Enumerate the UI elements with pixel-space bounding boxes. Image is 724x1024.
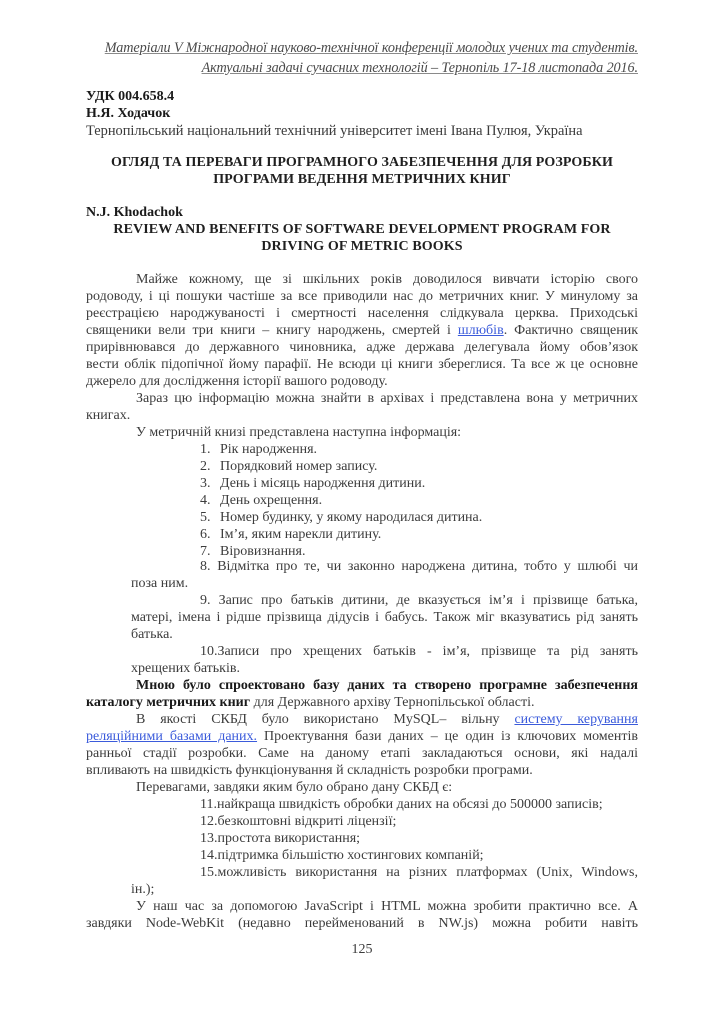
- list-text: Порядковий номер запису.: [220, 459, 378, 474]
- list-number: 3.: [200, 476, 211, 491]
- affiliation: Тернопільський національний технічний університет імені Івана Пулюя, Україна: [86, 123, 583, 139]
- list-number: 6.: [200, 527, 211, 542]
- paragraph-archives: [86, 390, 638, 424]
- list-item: [200, 509, 482, 526]
- text-fragment: для Державного архіву Тернопільської області.: [250, 695, 535, 710]
- text-line: [86, 728, 638, 745]
- list-text: Ім’я, яким нарекли дитину.: [220, 527, 382, 542]
- list-item: [200, 441, 482, 458]
- list-number: 1.: [200, 442, 211, 457]
- conference-header-line-2: Актуальні задачі сучасних технологій – Тернопіль 17-18 листопада 2016.: [201, 60, 638, 76]
- text-fragment: . Фактично священик: [503, 323, 638, 338]
- text-line: прирівнювався до державного чиновника, адже держава делегувала йому обов’язок: [86, 340, 638, 355]
- text-line: 9. Запис про батьків дитини, де вказується ім’я і прізвище батька,: [200, 593, 638, 608]
- text-line-bold: Мною було спроектовано базу даних та створено програмне забезпечення: [136, 678, 638, 693]
- paragraph-dbms: [86, 711, 638, 779]
- text-line: реєстрацією народжуваності і смертності населення слідкувала церква. Приходські: [86, 306, 638, 321]
- list-item: 12.безкоштовні відкриті ліцензії;: [200, 814, 397, 829]
- conference-header-line-1: Матеріали V Міжнародної науково-технічної конференції молодих учених та студентів.: [104, 40, 638, 56]
- text-line: 10.Записи про хрещених батьків - ім’я, прізвище та рід занять: [200, 644, 638, 659]
- list-item: [200, 475, 482, 492]
- list-item: 11.найкраща швидкість обробки даних на обсязі до 500000 записів;: [200, 797, 603, 812]
- text-line: [86, 322, 638, 339]
- text-line: У метричній книзі представлена наступна інформація:: [136, 425, 462, 440]
- list-item-10: [131, 643, 638, 677]
- paragraph-intro: [86, 271, 638, 390]
- paragraph-list-intro: [86, 424, 638, 441]
- list-item: [200, 526, 482, 543]
- list-item-15: [131, 864, 638, 898]
- text-line: [86, 694, 638, 711]
- text-line: 15.можливість використання на різних платформах (Unix, Windows,: [200, 865, 638, 880]
- text-fragment: В якості СКБД було використано MySQL– вільну: [136, 712, 515, 727]
- title-en-line-2: DRIVING OF METRIC BOOKS: [261, 239, 463, 254]
- author-ua: Н.Я. Ходачок: [86, 106, 171, 121]
- paragraph-advantages-intro: [86, 779, 638, 796]
- list-item: [200, 458, 482, 475]
- text-line: матері, імена і рідше прізвища дідусів і бабусь. Також міг вказуватись рід занять: [131, 610, 638, 625]
- text-line: поза ним.: [131, 576, 189, 591]
- page-number: 125: [351, 942, 373, 957]
- list-text: Номер будинку, у якому народилася дитина.: [220, 510, 483, 525]
- list-item: 13.простота використання;: [200, 831, 361, 846]
- text-line: батька.: [131, 627, 173, 642]
- link-rdbms[interactable]: систему керування: [514, 712, 638, 727]
- text-line: Майже кожному, ще зі шкільних років доводилося вивчати історію свого: [136, 272, 638, 287]
- text-line: впливають на швидкість функціонування й складність розробки програми.: [86, 763, 533, 778]
- list-number: 7.: [200, 544, 211, 559]
- udk-code: УДК 004.658.4: [86, 89, 175, 104]
- text-fragment-bold: каталогу метричних книг: [86, 695, 251, 710]
- title-ua-line-2: ПРОГРАМИ ВЕДЕННЯ МЕТРИЧНИХ КНИГ: [213, 172, 511, 187]
- metric-book-info-list: [200, 441, 482, 560]
- list-item-8: [131, 558, 638, 592]
- text-fragment: священики вели три книги – книгу народжень, смертей і: [86, 323, 458, 338]
- list-text: День і місяць народження дитини.: [220, 476, 426, 491]
- text-line: вести облік підопічної йому парафії. Не всюди ці книги збереглися. Та все ж це основне: [86, 357, 638, 372]
- text-line: джерело для дослідження історії вашого родоводу.: [86, 374, 388, 389]
- text-fragment: Проектування бази даних – це один із ключових моментів: [257, 729, 638, 744]
- text-line: хрещених батьків.: [131, 661, 240, 676]
- paragraph-project: [86, 677, 638, 711]
- list-number: 2.: [200, 459, 211, 474]
- title-en-line-1: REVIEW AND BENEFITS OF SOFTWARE DEVELOPMENT PROGRAM FOR: [113, 222, 611, 237]
- text-line: Зараз цю інформацію можна знайти в архівах і представлена вона у метричних: [136, 391, 638, 406]
- advantages-list: [200, 796, 603, 864]
- list-item-9: [131, 592, 638, 643]
- list-item: 14.підтримка більшістю хостингових компаній;: [200, 848, 484, 863]
- list-number: 5.: [200, 510, 211, 525]
- list-text: День охрещення.: [220, 493, 323, 508]
- link-shliubiv[interactable]: шлюбів: [457, 323, 504, 338]
- text-line: книгах.: [86, 408, 131, 423]
- list-text: Віровизнання.: [220, 544, 306, 559]
- list-number: 4.: [200, 493, 211, 508]
- text-line: ранньої стадії розробки. Саме на даному етапі закладаються основи, які надалі: [86, 746, 638, 761]
- text-line: родоводу, і ці пошуки частіше за все приводили нас до метричних книг. У минулому за: [86, 289, 638, 304]
- author-en: N.J. Khodachok: [86, 205, 183, 220]
- text-line: 8. Відмітка про те, чи законно народжена дитина, тобто у шлюбі чи: [200, 559, 638, 574]
- title-ua-line-1: ОГЛЯД ТА ПЕРЕВАГИ ПРОГРАМНОГО ЗАБЕЗПЕЧЕННЯ ДЛЯ РОЗРОБКИ: [110, 155, 614, 170]
- text-line: Перевагами, завдяки яким було обрано дану СКБД є:: [136, 780, 453, 795]
- text-line: завдяки Node-WebKit (недавно перейменований в NW.js) можна робити навіть: [86, 916, 638, 931]
- text-line: [86, 711, 638, 728]
- list-item: [200, 492, 482, 509]
- text-line: ін.);: [131, 882, 155, 897]
- list-text: Рік народження.: [220, 442, 318, 457]
- paragraph-javascript: [86, 898, 638, 932]
- text-line: У наш час за допомогою JavaScript і HTML можна зробити практично все. А: [136, 899, 638, 914]
- link-rdbms-continued[interactable]: реляційними базами даних.: [86, 729, 258, 744]
